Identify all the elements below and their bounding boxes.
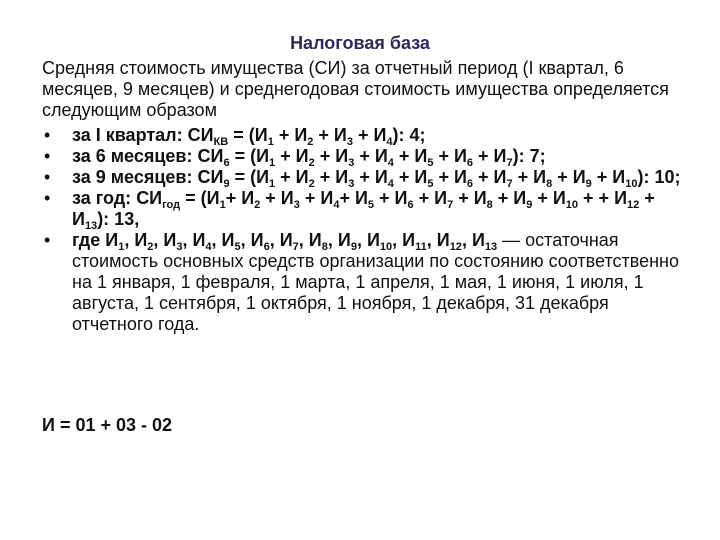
list-item-quarter <box>42 125 692 146</box>
list-item-year <box>42 188 692 230</box>
item-expression: = $(И_1 + И_2 + И_3 + И_4 + И_5 + И_6 + И_7 + И_8 + И_9 + И_{10})$: 10; <box>234 167 681 190</box>
base-formula: И = 01 + 03 - 02 <box>42 415 173 435</box>
list-item-6-months <box>42 146 692 167</box>
item-lhs-subscript: КВ <box>213 136 229 148</box>
item-lhs-subscript: год <box>162 199 181 211</box>
bullet-icon: • <box>44 167 51 187</box>
item-label: за 6 месяцев: <box>72 146 193 166</box>
intro-paragraph: Средняя стоимость имущества (СИ) за отчетный период (I квартал, 6 месяцев, 9 месяцев) и среднегодовая стоимость имущества определяется следующим образом <box>42 58 669 120</box>
list-item-9-months <box>42 167 692 188</box>
bullet-icon: • <box>44 125 51 145</box>
item-expression: = $(И_1 + И_2 + И_3 + И_4 + И_5 + И_6 + И_7)$: 7; <box>234 146 546 169</box>
bullet-icon: • <box>44 188 51 208</box>
item-label: за I квартал: <box>72 125 183 145</box>
item-label: за 9 месяцев: <box>72 167 193 187</box>
item-lhs: СИ <box>197 146 224 166</box>
note-text: — остаточная стоимость основных средств организации по состоянию соответственно на 1 января, 1 февраля, 1 марта, 1 апреля, 1 мая, 1 июня, 1 июля, 1 августа, 1 сентября, 1 октября, 1 ноября, 1 декабря, 31 декабря отчетного года. <box>72 230 679 334</box>
item-lhs: СИ <box>197 167 224 187</box>
item-label: за год: <box>72 188 132 208</box>
item-expression: = $(И_1 + И_2 + И_3 + И_4)$: 4; <box>233 125 426 148</box>
bullet-icon: • <box>44 146 51 166</box>
item-lhs-subscript: 6 <box>223 157 230 169</box>
formula-list <box>42 125 692 335</box>
item-lhs: СИ <box>136 188 163 208</box>
list-item-note <box>42 230 692 335</box>
note-prefix: где $И_1$, $И_2$, $И_3$, $И_4$, $И_5$, $И_6$, $И_7$, $И_8$, $И_9$, $И_{10}$, $И_{11}$, $И_{12}$, $И_{13}$ <box>72 230 498 253</box>
item-lhs-subscript: 9 <box>223 178 230 190</box>
bullet-icon: • <box>44 230 51 250</box>
item-lhs: СИ <box>187 125 214 145</box>
slide-title: Налоговая база <box>290 33 430 53</box>
item-expression: = ($И_1+ И_2 + И_3 + И_4+ И_5 + И_6 + И_7 + И_8 + И_9 + И_{10}$ + + $И_{12} + И_{13}$): 13, <box>72 188 655 232</box>
